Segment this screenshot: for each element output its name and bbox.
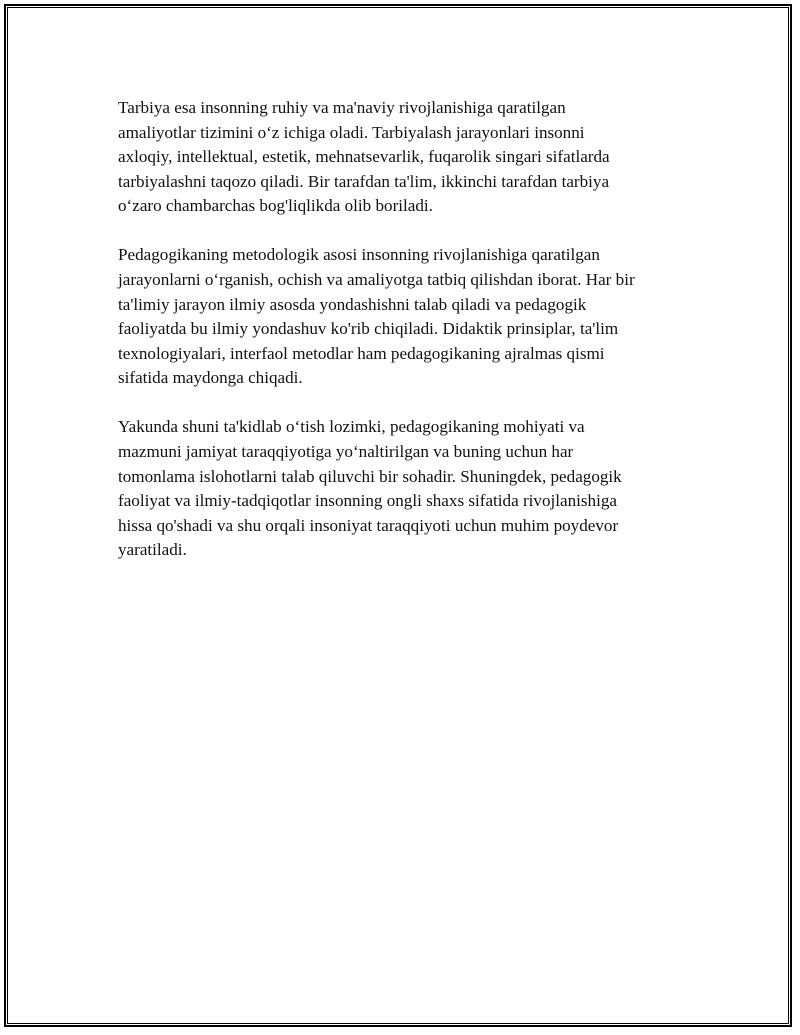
text-line: mazmuni jamiyat taraqqiyotiga yoʻnaltirilgan va buning uchun har	[118, 441, 574, 461]
text-line: oʻzaro chambarchas bog'liqlikda olib boriladi.	[118, 196, 433, 216]
text-line: axloqiy, intellektual, estetik, mehnatsevarlik, fuqarolik singari sifatlarda	[118, 147, 610, 167]
document-body	[118, 96, 688, 587]
paragraph-2	[118, 243, 688, 391]
text-line: hissa qo'shadi va shu orqali insoniyat taraqqiyoti uchun muhim poydevor	[118, 515, 619, 535]
text-line: Tarbiya esa insonning ruhiy va ma'naviy rivojlanishiga qaratilgan	[118, 98, 566, 117]
text-line: jarayonlarni oʻrganish, ochish va amaliyotga tatbiq qilishdan iborat. Har bir	[118, 269, 635, 289]
text-line: faoliyat va ilmiy-tadqiqotlar insonning ongli shaxs sifatida rivojlanishiga	[118, 491, 617, 511]
text-line: ta'limiy jarayon ilmiy asosda yondashishni talab qiladi va pedagogik	[118, 294, 587, 314]
text-line: Pedagogikaning metodologik asosi insonning rivojlanishiga qaratilgan	[118, 245, 600, 265]
text-line: Yakunda shuni ta'kidlab oʻtish lozimki, pedagogikaning mohiyati va	[118, 417, 585, 437]
text-line: texnologiyalari, interfaol metodlar ham pedagogikaning ajralmas qismi	[118, 343, 605, 363]
paragraph-3	[118, 415, 688, 563]
document-page	[4, 4, 792, 1027]
text-line: tomonlama islohotlarni talab qiluvchi bir sohadir. Shuningdek, pedagogik	[118, 466, 622, 486]
text-line: faoliyatda bu ilmiy yondashuv ko'rib chiqiladi. Didaktik prinsiplar, ta'lim	[118, 319, 619, 339]
text-line: yaratiladi.	[118, 540, 187, 560]
text-line: amaliyotlar tizimini oʻz ichiga oladi. Tarbiyalash jarayonlari insonni	[118, 122, 585, 142]
paragraph-1	[118, 96, 688, 219]
text-line: tarbiyalashni taqozo qiladi. Bir tarafdan ta'lim, ikkinchi tarafdan tarbiya	[118, 171, 610, 191]
text-line: sifatida maydonga chiqadi.	[118, 368, 303, 388]
